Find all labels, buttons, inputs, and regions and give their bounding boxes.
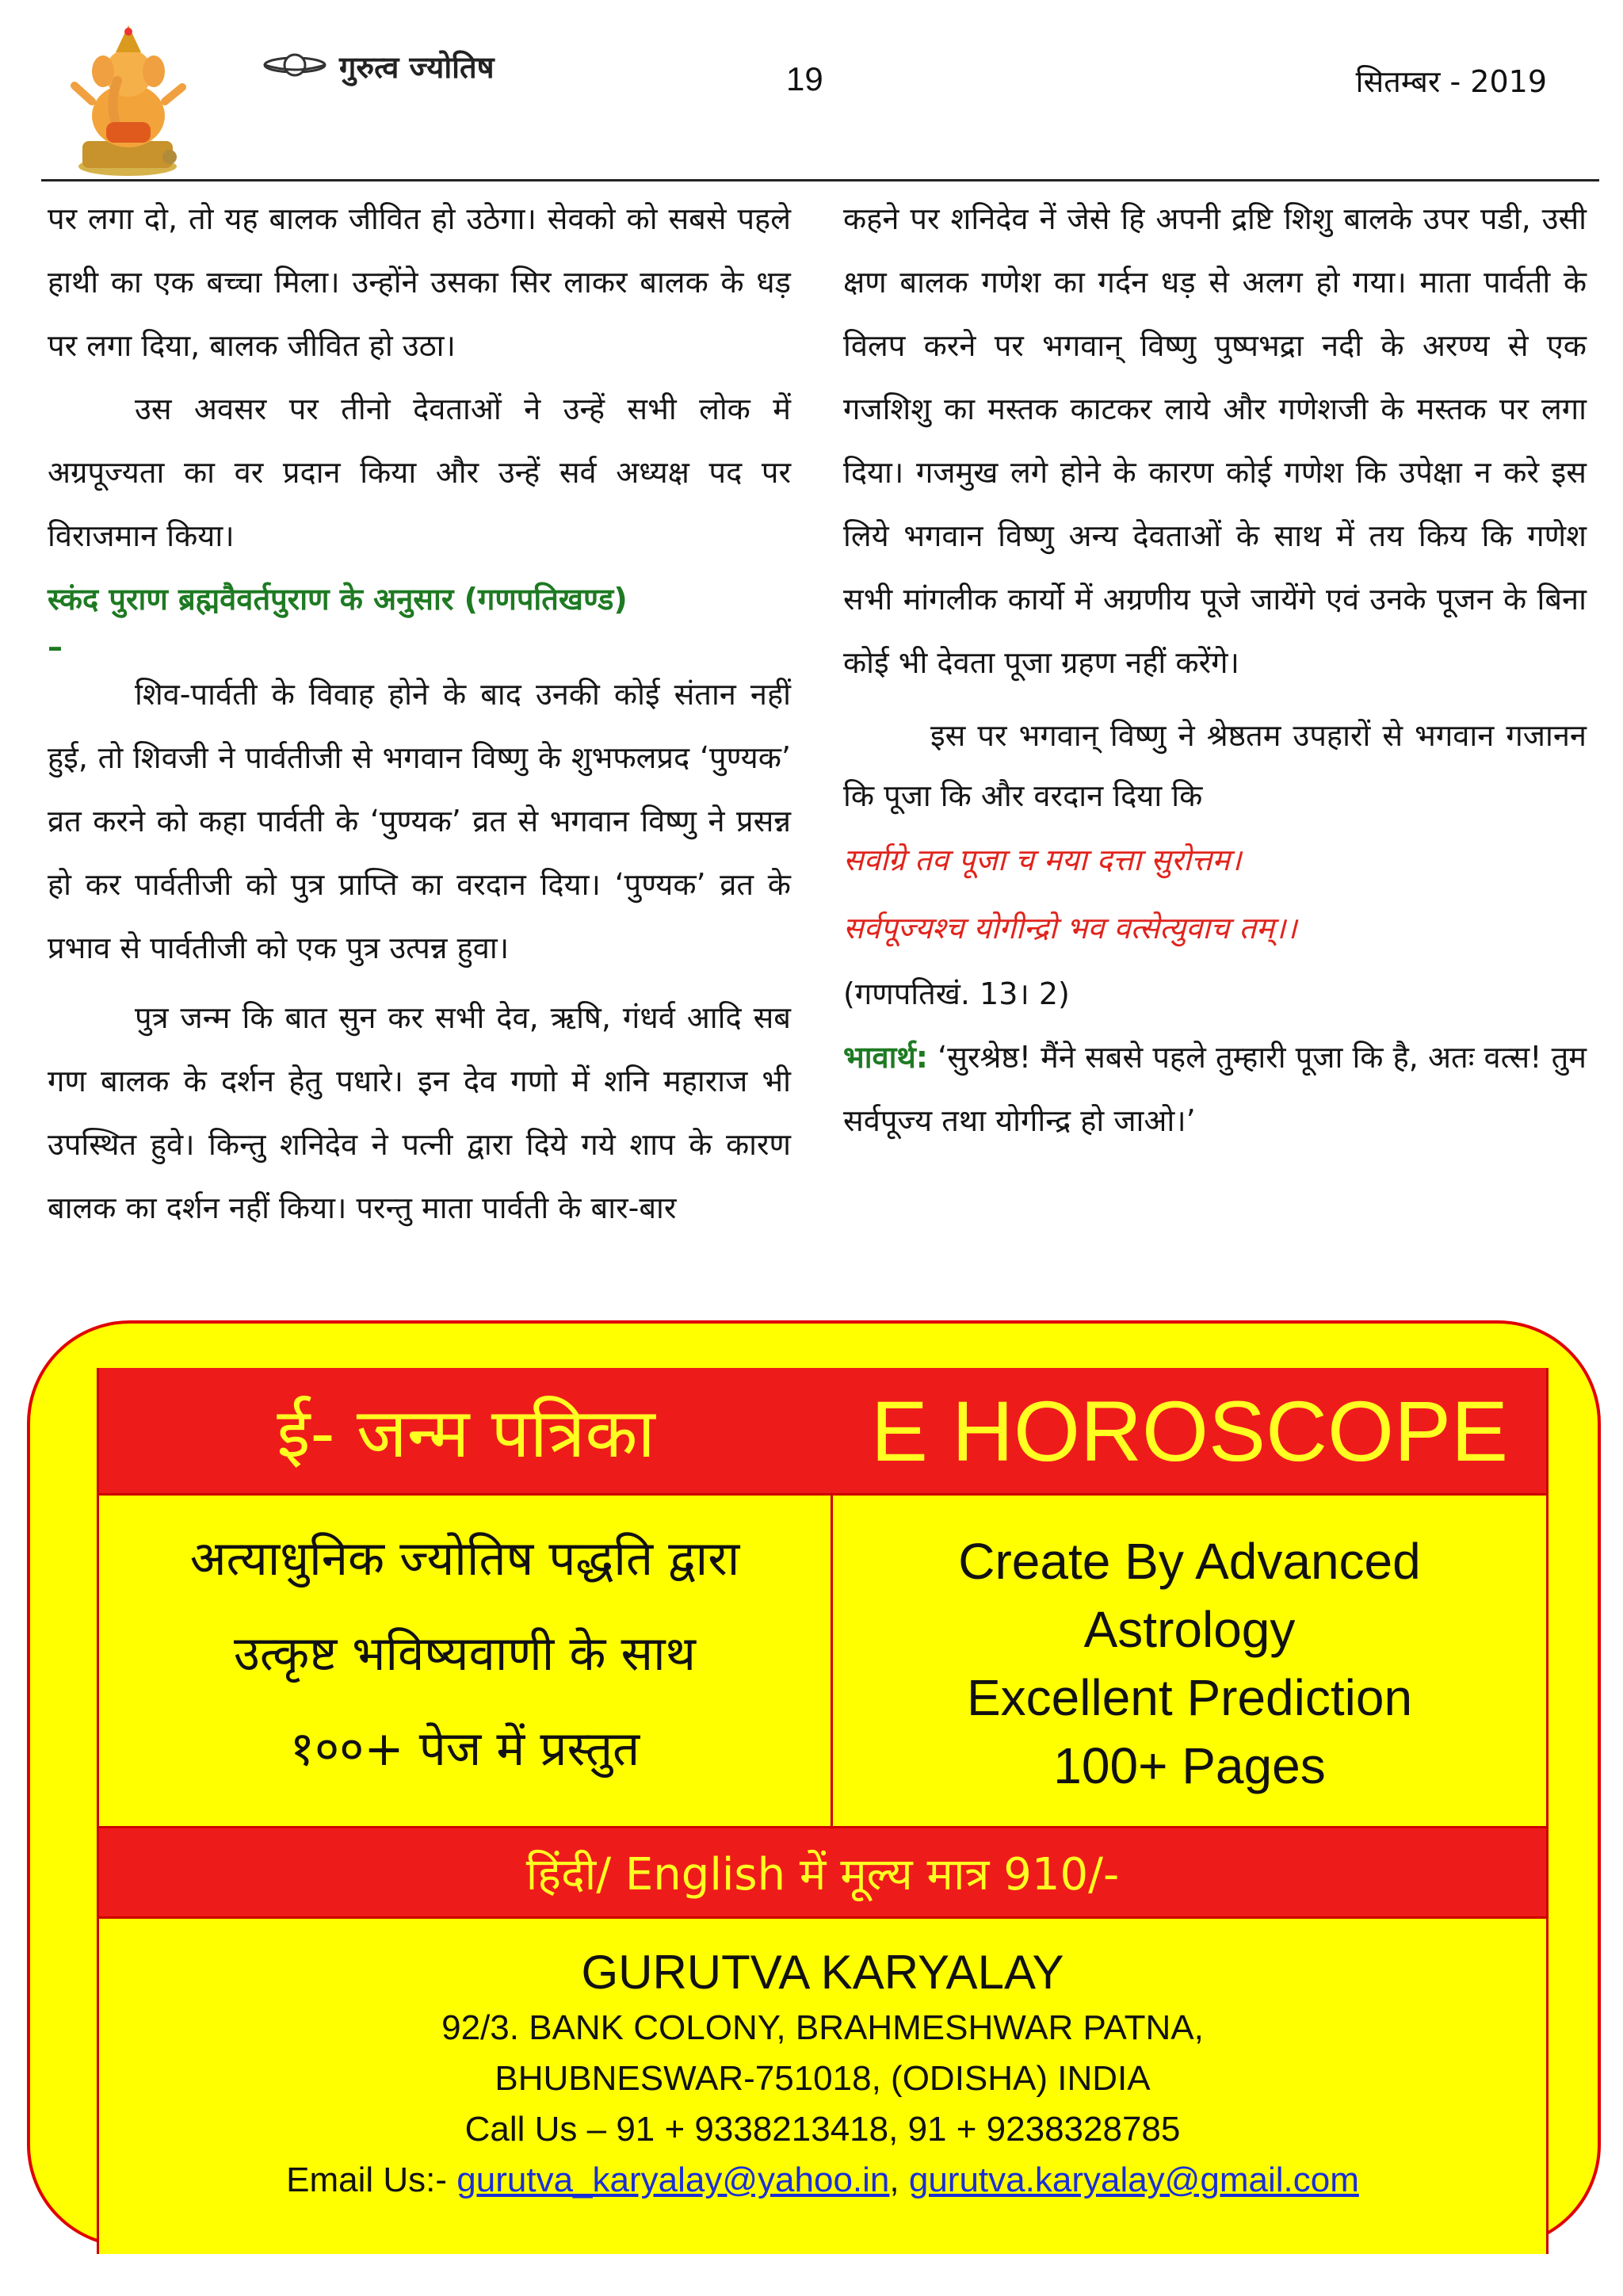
ad-description-row xyxy=(97,1493,1549,1826)
verse-line-2: सर्वपूज्यश्च योगीन्द्रो भव वत्सेत्युवाच तम्।। xyxy=(843,911,1297,946)
section-heading: स्कंद पुराण ब्रह्मवैवर्तपुराण के अनुसार (गणपतिखण्ड) xyxy=(48,582,628,617)
address-line-1: 92/3. BANK COLONY, BRAHMESHWAR PATNA, xyxy=(441,2008,1204,2047)
ad-desc-hi-line: अत्याधुनिक ज्योतिष पद्धति द्वारा xyxy=(189,1531,740,1587)
header-divider xyxy=(41,179,1599,181)
ad-title-row xyxy=(97,1368,1549,1493)
verse-reference: (गणपतिखं. 13। 2) xyxy=(843,976,1070,1011)
ad-title-hindi: ई- जन्म पत्रिका xyxy=(277,1393,655,1473)
company-name: GURUTVA KARYALAY xyxy=(581,1946,1064,1999)
email-separator: , xyxy=(889,2160,899,2199)
address-line-2: BHUBNESWAR-751018, (ODISHA) INDIA xyxy=(495,2059,1151,2098)
meaning-paragraph xyxy=(843,1026,1587,1152)
phone-numbers: Call Us – 91 + 9338213418, 91 + 9238328785 xyxy=(464,2110,1181,2149)
ad-price-row xyxy=(97,1826,1549,1916)
brand-title: गुरुत्व ज्योतिष xyxy=(339,50,495,85)
left-column xyxy=(48,187,791,1240)
left-paragraph-1: पर लगा दो, तो यह बालक जीवित हो उठेगा। सेवको को सबसे पहले हाथी का एक बच्चा मिला। उन्होंने उसका सिर लाकर बालक के धड़ पर लगा दिया, बालक जीवित हो उठा। xyxy=(48,201,791,363)
left-paragraph-4: पुत्र जन्म कि बात सुन कर सभी देव, ऋषि, गंधर्व आदि सब गण बालक के दर्शन हेतु पधारे। इन देव गणो में शनि महाराज भी उपस्थित हुवे। किन्तु शनिदेव ने पत्नी द्वारा दिये गये शाप के कारण बालक का दर्शन नहीं किया। परन्तु माता पार्वती के बार-बार xyxy=(48,1000,791,1225)
email-link-gmail[interactable]: gurutva.karyalay@gmail.com xyxy=(908,2160,1359,2199)
email-line xyxy=(99,2155,1546,2206)
right-paragraph-2: इस पर भगवान् विष्णु ने श्रेष्ठतम उपहारों से भगवान गजानन कि पूजा कि और वरदान दिया कि xyxy=(843,718,1587,813)
email-label: Email Us:- xyxy=(286,2160,448,2199)
ganesh-image xyxy=(68,22,187,178)
issue-date: सितम्बर - 2019 xyxy=(1355,64,1547,99)
ad-description-english xyxy=(833,1496,1546,1826)
section-heading-dash: – xyxy=(48,629,63,664)
ad-address-row xyxy=(97,1916,1549,2254)
ad-table xyxy=(97,1368,1549,2254)
meaning-text: ‘सुरश्रेष्ठ! मैंने सबसे पहले तुम्हारी पूजा कि है, अतः वत्स! तुम सर्वपूज्य तथा योगीन्द्र हो जाओ।’ xyxy=(843,1040,1587,1138)
ad-desc-en-line: Astrology xyxy=(1083,1601,1296,1658)
right-paragraph-1: कहने पर शनिदेव नें जेसे हि अपनी द्रष्टि शिशु बालके उपर पडी, उसी क्षण बालक गणेश का गर्दन धड़ से अलग हो गया। माता पार्वती के विलप करने पर भगवान् विष्णु पुष्पभद्रा नदी के अरण्य से एक गजशिशु का मस्तक काटकर लाये और गणेशजी के मस्तक पर लगा दिया। गजमुख लगे होने के कारण कोई गणेश कि उपेक्षा न करे इस लिये भगवान विष्णु अन्य देवताओं के साथ में तय किय कि गणेश सभी मांगलीक कार्यो में अग्रणीय पूजे जायेंगे एवं उनके पूजन के बिना कोई भी देवता पूजा ग्रहण नहीं करेंगे। xyxy=(843,201,1587,680)
brand xyxy=(262,46,495,87)
ad-desc-en-line: 100+ Pages xyxy=(1053,1737,1326,1794)
email-link-yahoo[interactable]: gurutva_karyalay@yahoo.in xyxy=(456,2160,890,2199)
left-paragraph-2: उस अवसर पर तीनो देवताओं ने उन्हें सभी लोक में अग्रपूज्यता का वर प्रदान किया और उन्हें सर्व अध्यक्ष पद पर विराजमान किया। xyxy=(48,392,791,553)
ad-title-english: E HOROSCOPE xyxy=(870,1382,1509,1479)
meaning-label: भावार्थ: xyxy=(843,1040,929,1075)
ad-description-hindi xyxy=(99,1496,833,1826)
left-paragraph-3: शिव-पार्वती के विवाह होने के बाद उनकी कोई संतान नहीं हुई, तो शिवजी ने पार्वतीजी से भगवान विष्णु के शुभफलप्रद ‘पुण्यक’ व्रत करने को कहा पार्वती के ‘पुण्यक’ व्रत से भगवान विष्णु ने प्रसन्न हो कर पार्वतीजी को पुत्र प्राप्ति का वरदान दिया। ‘पुण्यक’ व्रत के प्रभाव से पार्वतीजी को एक पुत्र उत्पन्न हुवा। xyxy=(48,677,791,965)
ad-desc-en-line: Excellent Prediction xyxy=(966,1669,1413,1726)
right-column xyxy=(843,187,1587,1152)
ad-desc-hi-line: १००+ पेज में प्रस्तुत xyxy=(289,1721,640,1777)
page-number: 19 xyxy=(786,60,823,97)
ad-price: हिंदी/ English में मूल्य मात्र 910/- xyxy=(525,1848,1120,1901)
page-header xyxy=(0,0,1623,181)
planet-logo-icon xyxy=(262,49,328,84)
verse-line-1: सर्वाग्रे तव पूजा च मया दत्ता सुरोत्तम। xyxy=(843,842,1242,877)
ad-desc-en-line: Create By Advanced xyxy=(958,1533,1421,1590)
ad-desc-hi-line: उत्कृष्ट भविष्यवाणी के साथ xyxy=(234,1626,696,1682)
